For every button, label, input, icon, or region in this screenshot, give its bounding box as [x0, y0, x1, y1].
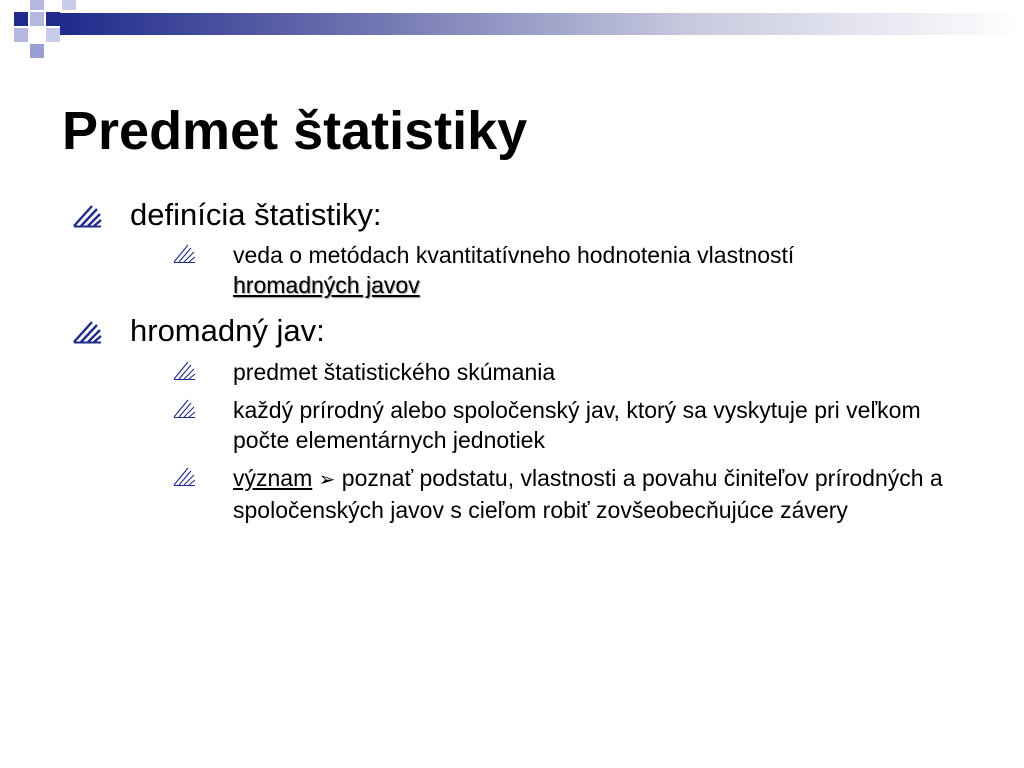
- deco-square: [62, 0, 76, 10]
- sub-item-text: [233, 463, 973, 525]
- deco-square: [30, 44, 44, 58]
- significance-text: poznať podstatu, vlastnosti a povahu činiteľov prírodných a spoločenských javov s cieľom robiť zovšeobecňujúce závery: [233, 465, 943, 523]
- sub-item-text: predmet štatistického skúmania: [233, 359, 556, 385]
- hatch-bullet-icon: [172, 359, 196, 386]
- significance-label: význam: [233, 465, 313, 491]
- deco-square: [46, 28, 60, 42]
- hatch-bullet-icon: [172, 397, 196, 424]
- bullet-text: hromadný jav:: [130, 313, 325, 348]
- hatch-bullet-icon: [172, 465, 196, 492]
- slide-title: Predmet štatistiky: [62, 101, 528, 161]
- hatch-bullet-icon: [72, 318, 102, 349]
- header-gradient-strip: [60, 13, 1024, 35]
- deco-square: [46, 12, 60, 26]
- header-decoration: [0, 0, 1024, 62]
- deco-square: [30, 0, 44, 10]
- deco-square: [14, 12, 28, 26]
- emphasis-text: hromadných javov: [233, 272, 420, 298]
- sub-item-text: každý prírodný alebo spoločenský jav, ktorý sa vyskytuje pri veľkom počte elementárnych jednotiek: [233, 397, 921, 453]
- hatch-bullet-icon: [72, 202, 102, 233]
- deco-square: [14, 28, 28, 42]
- definition-text: veda o metódach kvantitatívneho hodnotenia vlastností: [233, 242, 795, 268]
- sub-item-text: [233, 240, 973, 300]
- arrow-right-icon: ➢: [318, 469, 336, 491]
- hatch-bullet-icon: [172, 242, 196, 269]
- deco-square: [30, 12, 44, 26]
- bullet-text: definícia štatistiky:: [130, 197, 382, 232]
